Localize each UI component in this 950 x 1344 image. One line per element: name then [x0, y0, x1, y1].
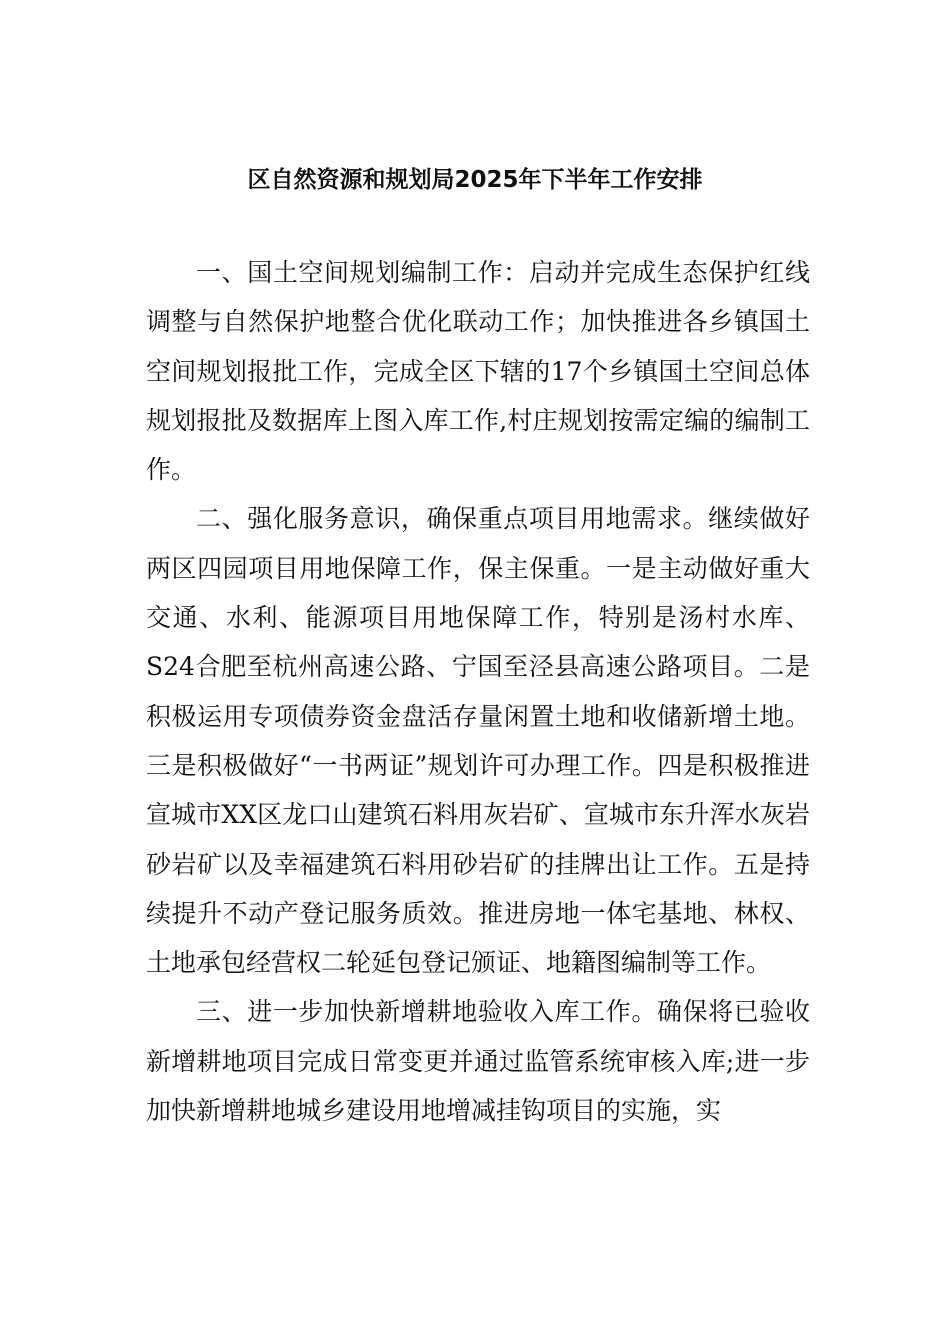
- paragraph-land-space-planning: 一、国土空间规划编制工作：启动并完成生态保护红线调整与自然保护地整合优化联动工作；加快推进各乡镇国土空间规划报批工作，完成全区下辖的17个乡镇国土空间总体规划报批及数据库上图入库工作,村庄规划按需定编的编制工作。: [146, 258, 810, 485]
- paragraph-project-land-service: 二、强化服务意识，确保重点项目用地需求。继续做好两区四园项目用地保障工作，保主保重。一是主动做好重大交通、水利、能源项目用地保障工作，特别是汤村水库、S24合肥至杭州高速公路、宁国至泾县高速公路项目。二是积极运用专项债券资金盘活存量闲置土地和收储新增土地。三是积极做好“一书两证”规划许可办理工作。四是积极推进宣城市XX区龙口山建筑石料用灰岩矿、宣城市东升浑水灰岩砂岩矿以及幸福建筑石料用砂岩矿的挂牌出让工作。五是持续提升不动产登记服务质效。推进房地一体宅基地、林权、土地承包经营权二轮延包登记颁证、地籍图编制等工作。: [146, 504, 810, 978]
- paragraph-new-farmland-acceptance: 三、进一步加快新增耕地验收入库工作。确保将已验收新增耕地项目完成日常变更并通过监管系统审核入库;进一步加快新增耕地城乡建设用地增减挂钩项目的实施，实: [146, 997, 810, 1126]
- document-title: 区自然资源和规划局2025年下半年工作安排: [247, 167, 703, 193]
- document-body: [146, 248, 810, 1135]
